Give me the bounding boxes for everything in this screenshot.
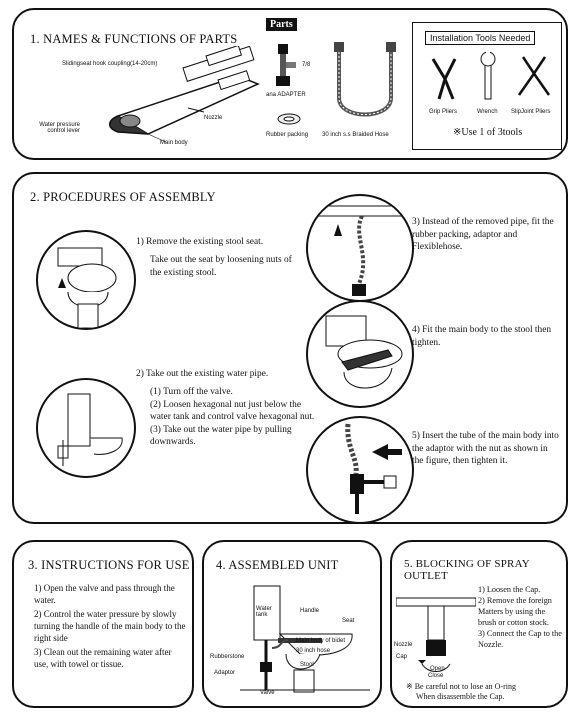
- label-valve: Valve: [260, 690, 275, 696]
- label-rubber: Rubberstone: [210, 654, 245, 660]
- label-rubber-packing: Rubber packing: [266, 132, 309, 138]
- section-title: 1. NAMES & FUNCTIONS OF PARTS: [30, 32, 238, 46]
- step4-text: 4) Fit the main body to the stool then tighten.: [412, 325, 552, 348]
- step5-illustration: [306, 416, 414, 524]
- step2-illustration: [36, 378, 136, 478]
- section-title: 5. BLOCKING OF SPRAY OUTLET: [404, 558, 530, 582]
- tools-title: Installation Tools Needed: [425, 31, 535, 45]
- tools-note: ※Use 1 of 3tools: [453, 127, 523, 138]
- section-title: 3. INSTRUCTIONS FOR USE: [28, 558, 190, 572]
- step4-illustration: [306, 300, 414, 408]
- instruction-item: 1) Open the valve and pass through the water.: [34, 583, 175, 605]
- instruction-item: 3) Clean out the remaining water after use, with towel or tissue.: [34, 647, 172, 669]
- step2-item: (3) Take out the water pipe by pulling downwards.: [150, 424, 292, 447]
- label-main-body-bidet: Main body of bidet: [296, 638, 346, 644]
- blocking-note-1: ※ Be careful not to lose an O-ring: [406, 682, 517, 691]
- rubber-packing-icon: [276, 112, 302, 126]
- step1-heading: 1) Remove the existing stool seat.: [136, 237, 264, 247]
- blocking-note-2: When disassemble the Cap.: [416, 692, 505, 701]
- step3-text: 3) Instead of the removed pipe, fit the rubber packing, adaptor and Flexiblehose.: [412, 217, 554, 252]
- label-main-body: Main body: [160, 140, 188, 146]
- step3-illustration: [306, 194, 414, 302]
- step2-list: [150, 386, 316, 449]
- tool-grip-pliers: Grip Pliers: [429, 109, 458, 115]
- label-nozzle: Nozzle: [204, 115, 223, 121]
- label-seat: Seat: [342, 618, 355, 624]
- label-water-tank: Water tank: [256, 606, 272, 618]
- blocking-steps: [478, 584, 564, 650]
- blocking-step: 2) Remove the foreign Matters by using the brush or cotton stock.: [478, 596, 552, 627]
- panel-instructions: [12, 540, 194, 708]
- tool-slipjoint: SlipJoint Pliers: [511, 109, 551, 115]
- label-open: Open: [430, 666, 445, 672]
- label-hose: 30 inch hose: [296, 648, 331, 654]
- section-title: 4. ASSEMBLED UNIT: [216, 558, 339, 572]
- label-nozzle: Nozzle: [394, 642, 413, 648]
- label-stool: Stool: [300, 662, 314, 668]
- step1-detail: Take out the seat by loosening nuts of the existing stool.: [150, 255, 292, 278]
- blocking-step: 3) Connect the Cap to the Nozzle.: [478, 629, 562, 649]
- braided-hose-icon: [326, 38, 406, 122]
- blocking-step: 1) Loosen the Cap.: [478, 585, 541, 594]
- step2-item: (2) Loosen hexagonal nut just below the water tank and control valve hexagonal nut.: [150, 399, 315, 422]
- label-adaptor: Adaptor: [214, 670, 236, 676]
- panel-blocking-spray: [390, 540, 568, 708]
- instruction-item: 2) Control the water pressure by slowly turning the handle of the main body to the right side: [34, 609, 186, 643]
- label-cap: Cap: [396, 654, 408, 660]
- grip-pliers-icon: [425, 55, 465, 101]
- instructions-list: [34, 582, 186, 670]
- label-small-a: 7/8: [302, 62, 311, 68]
- label-sliding-coupling: Slidingseat hook coupling(14-20cm): [62, 61, 158, 67]
- label-braided-hose: 30 inch s.s Braided Hose: [322, 132, 389, 138]
- tool-wrench: Wrench: [477, 109, 498, 115]
- parts-badge: Parts: [266, 18, 297, 31]
- panel-assembled-unit: [202, 540, 382, 708]
- label-pressure-lever: Water pressure control lever: [39, 122, 80, 134]
- step1-illustration: [36, 230, 136, 330]
- step5-text: 5) Insert the tube of the main body into the adaptor with the nut as shown in the figure, then tighten it.: [412, 431, 559, 466]
- panel-names-functions: [12, 8, 568, 160]
- label-handle: Handle: [300, 608, 320, 614]
- slipjoint-pliers-icon: [513, 53, 553, 99]
- section-title: 2. PROCEDURES OF ASSEMBLY: [30, 190, 216, 204]
- step2-heading: 2) Take out the existing water pipe.: [136, 369, 269, 379]
- tools-box: [412, 22, 562, 150]
- label-adapter: ana ADAPTER: [266, 92, 306, 98]
- panel-procedures: [12, 172, 568, 524]
- wrench-icon: [479, 51, 497, 103]
- step2-item: (1) Turn off the valve.: [150, 387, 233, 397]
- label-close: Close: [428, 673, 444, 679]
- adapter-icon: [270, 42, 306, 90]
